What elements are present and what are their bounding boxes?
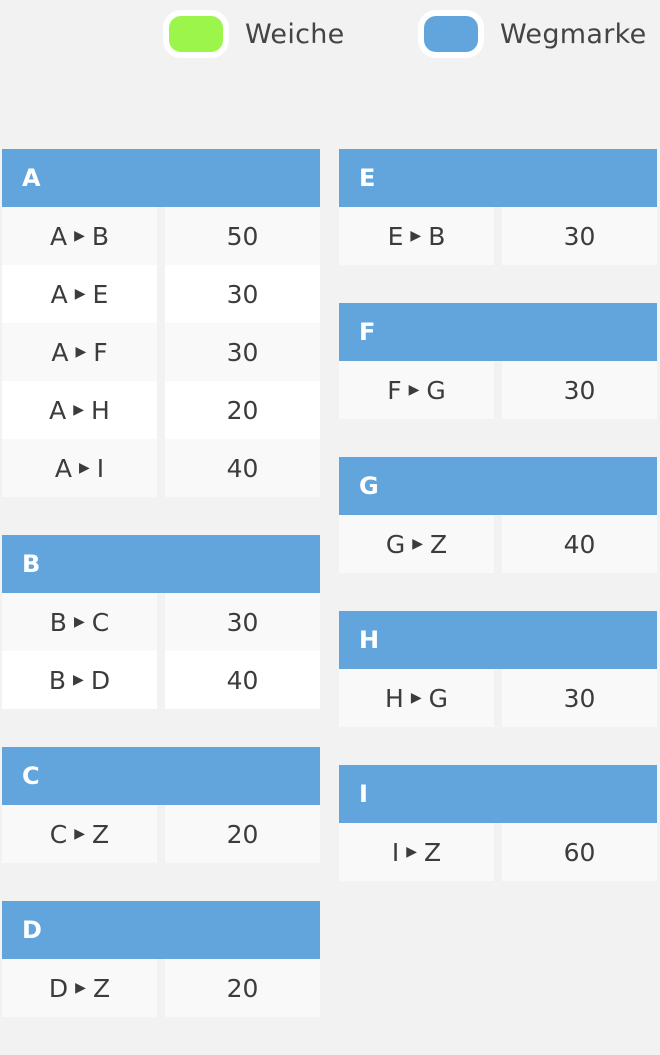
left-column (2, 149, 320, 1055)
right-triangle-icon: ▶ (73, 672, 84, 688)
cell-divider (157, 651, 165, 709)
distance-cell: 30 (502, 669, 657, 727)
group-header: B (2, 535, 320, 593)
right-triangle-icon: ▶ (73, 402, 85, 418)
distance-cell: 60 (502, 823, 657, 881)
distance-cell: 40 (165, 439, 320, 497)
route-to: E (92, 279, 109, 309)
route-to: B (91, 221, 110, 251)
distance-cell: 50 (165, 207, 320, 265)
route-to: Z (424, 837, 442, 867)
right-triangle-icon: ▶ (406, 844, 417, 860)
cell-divider (157, 265, 165, 323)
route-cell (339, 207, 494, 265)
node-group-b (2, 535, 320, 709)
route-cell (2, 959, 157, 1017)
table-row (339, 361, 657, 419)
route-from: E (387, 221, 404, 251)
cell-divider (157, 439, 165, 497)
group-header: A (2, 149, 320, 207)
distance-cell: 20 (165, 959, 320, 1017)
table-row (339, 207, 657, 265)
node-group-a (2, 149, 320, 497)
node-group-i (339, 765, 657, 881)
node-group-d (2, 901, 320, 1017)
table-row (2, 265, 320, 323)
table-row (2, 439, 320, 497)
group-header: I (339, 765, 657, 823)
group-header: E (339, 149, 657, 207)
distance-cell: 30 (502, 207, 657, 265)
table-row (2, 651, 320, 709)
route-to: Z (92, 973, 111, 1003)
route-from: A (49, 395, 67, 425)
legend-label-weiche: Weiche (245, 18, 345, 50)
right-column (339, 149, 657, 919)
table-row (2, 381, 320, 439)
cell-divider (157, 323, 165, 381)
route-cell (2, 323, 157, 381)
route-cell (2, 265, 157, 323)
route-from: A (50, 279, 68, 309)
route-cell (339, 361, 494, 419)
cell-divider (494, 207, 502, 265)
route-to: D (90, 665, 111, 695)
cell-divider (494, 669, 502, 727)
legend (0, 0, 660, 70)
right-triangle-icon: ▶ (74, 826, 86, 842)
cell-divider (494, 823, 502, 881)
right-triangle-icon: ▶ (74, 228, 85, 244)
route-from: A (49, 221, 68, 251)
cell-divider (494, 361, 502, 419)
route-to: C (91, 607, 110, 637)
route-to: G (428, 683, 448, 713)
route-to: Z (430, 529, 448, 559)
route-cell (2, 381, 157, 439)
legend-label-wegmarke: Wegmarke (500, 18, 647, 50)
group-header: F (339, 303, 657, 361)
right-triangle-icon: ▶ (410, 228, 422, 244)
route-from: D (48, 973, 69, 1003)
route-cell (2, 439, 157, 497)
route-from: I (391, 837, 400, 867)
group-header: D (2, 901, 320, 959)
cell-divider (157, 381, 165, 439)
wegmarke-swatch-icon (418, 10, 484, 58)
route-to: G (426, 375, 446, 405)
right-triangle-icon: ▶ (78, 460, 90, 476)
weiche-swatch-icon (163, 10, 229, 58)
table-row (339, 669, 657, 727)
route-from: B (48, 665, 67, 695)
route-cell (339, 823, 494, 881)
right-triangle-icon: ▶ (73, 614, 85, 630)
route-from: F (387, 375, 402, 405)
node-group-h (339, 611, 657, 727)
route-cell (2, 207, 157, 265)
table-row (2, 805, 320, 863)
distance-cell: 30 (165, 593, 320, 651)
table-row (2, 323, 320, 381)
cell-divider (157, 805, 165, 863)
node-group-g (339, 457, 657, 573)
route-from: C (49, 819, 68, 849)
right-triangle-icon: ▶ (74, 286, 86, 302)
node-group-e (339, 149, 657, 265)
cell-divider (494, 515, 502, 573)
cell-divider (157, 959, 165, 1017)
distance-cell: 30 (502, 361, 657, 419)
distance-cell: 40 (165, 651, 320, 709)
route-from: A (54, 453, 72, 483)
group-header: G (339, 457, 657, 515)
route-from: B (49, 607, 67, 637)
table-row (2, 593, 320, 651)
route-from: A (51, 337, 69, 367)
distance-cell: 40 (502, 515, 657, 573)
right-triangle-icon: ▶ (412, 536, 423, 552)
table-row (2, 959, 320, 1017)
route-to: F (93, 337, 108, 367)
route-to: Z (92, 819, 110, 849)
group-header: H (339, 611, 657, 669)
node-group-f (339, 303, 657, 419)
route-cell (2, 805, 157, 863)
route-to: H (91, 395, 110, 425)
cell-divider (157, 207, 165, 265)
legend-item-weiche (163, 6, 345, 62)
route-cell (2, 651, 157, 709)
distance-cell: 20 (165, 805, 320, 863)
route-to: B (428, 221, 446, 251)
distance-cell: 30 (165, 265, 320, 323)
right-triangle-icon: ▶ (410, 690, 422, 706)
distance-cell: 20 (165, 381, 320, 439)
route-from: H (385, 683, 404, 713)
group-header: C (2, 747, 320, 805)
cell-divider (157, 593, 165, 651)
table-row (339, 823, 657, 881)
node-group-c (2, 747, 320, 863)
route-cell (339, 669, 494, 727)
route-cell (2, 593, 157, 651)
right-triangle-icon: ▶ (75, 344, 87, 360)
distance-cell: 30 (165, 323, 320, 381)
legend-item-wegmarke (418, 6, 647, 62)
table-row (2, 207, 320, 265)
right-triangle-icon: ▶ (408, 382, 420, 398)
right-triangle-icon: ▶ (75, 980, 86, 996)
route-from: G (385, 529, 406, 559)
table-row (339, 515, 657, 573)
route-cell (339, 515, 494, 573)
route-to: I (96, 453, 105, 483)
